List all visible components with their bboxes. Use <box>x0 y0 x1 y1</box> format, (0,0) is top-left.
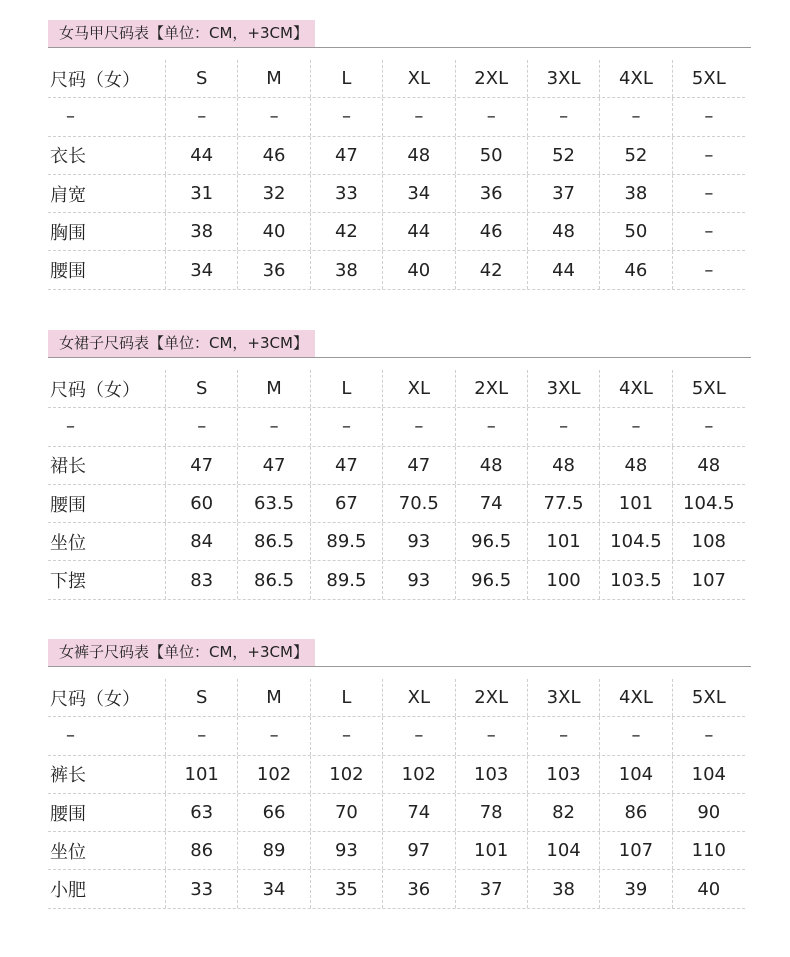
row-label: 腰围 <box>48 251 166 288</box>
placeholder-row <box>48 408 745 446</box>
size-cell: 101 <box>166 756 238 793</box>
size-cell: L <box>311 60 383 97</box>
size-cell: 101 <box>456 832 528 869</box>
size-cell: 104 <box>600 756 672 793</box>
row-label: 尺码（女） <box>48 60 166 97</box>
size-cell: 46 <box>456 213 528 250</box>
size-cell: – <box>704 221 714 243</box>
size-cell: 102 <box>383 756 455 793</box>
size-cell: 37 <box>456 870 528 907</box>
size-cell: 89.5 <box>311 523 383 560</box>
size-cell: – <box>528 98 600 135</box>
size-cell: 40 <box>238 213 310 250</box>
size-cell: 103 <box>456 756 528 793</box>
size-cell: 5XL <box>691 378 726 400</box>
size-cell: 102 <box>238 756 310 793</box>
row-label: 肩宽 <box>48 175 166 212</box>
size-cell: 77.5 <box>528 485 600 522</box>
size-cell: 33 <box>166 870 238 907</box>
size-cell: 39 <box>600 870 672 907</box>
size-cell: – <box>704 144 714 166</box>
size-cell: 102 <box>311 756 383 793</box>
row-label: – <box>48 408 166 445</box>
size-cell: S <box>166 679 238 716</box>
size-cell: 101 <box>528 523 600 560</box>
size-cell: – <box>238 98 310 135</box>
size-cell: 36 <box>238 251 310 288</box>
size-cell: – <box>600 717 672 754</box>
size-cell: L <box>311 679 383 716</box>
size-cell: 48 <box>456 447 528 484</box>
header-row <box>48 60 745 98</box>
size-cell: XL <box>383 679 455 716</box>
size-cell: 38 <box>166 213 238 250</box>
size-cell: – <box>456 408 528 445</box>
size-cell: XL <box>383 370 455 407</box>
size-cell: – <box>528 717 600 754</box>
size-cell: 89 <box>238 832 310 869</box>
size-cell: 107 <box>691 569 726 591</box>
table-row <box>48 523 745 561</box>
table-row <box>48 175 745 213</box>
size-cell: 104 <box>528 832 600 869</box>
size-cell: 67 <box>311 485 383 522</box>
row-label: 坐位 <box>48 523 166 560</box>
size-cell: 107 <box>600 832 672 869</box>
table-row <box>48 213 745 251</box>
table-title: 女马甲尺码表【单位：CM，+3CM】 <box>48 20 315 47</box>
size-cell: – <box>704 183 714 205</box>
size-cell: 52 <box>528 137 600 174</box>
size-cell: – <box>166 98 238 135</box>
size-cell: L <box>311 370 383 407</box>
size-cell: 89.5 <box>311 561 383 598</box>
size-cell: M <box>238 60 310 97</box>
size-cell: 48 <box>528 447 600 484</box>
size-cell: 47 <box>383 447 455 484</box>
size-cell: 47 <box>238 447 310 484</box>
size-cell: 42 <box>456 251 528 288</box>
size-cell: 103 <box>528 756 600 793</box>
size-cell: 66 <box>238 794 310 831</box>
size-cell: 104.5 <box>600 523 672 560</box>
row-label: 胸围 <box>48 213 166 250</box>
size-cell: 78 <box>456 794 528 831</box>
size-cell: 4XL <box>600 679 672 716</box>
size-cell: – <box>383 98 455 135</box>
size-cell: 40 <box>383 251 455 288</box>
pants-size-table <box>48 639 751 902</box>
size-grid <box>48 60 745 290</box>
size-cell: 96.5 <box>456 523 528 560</box>
size-cell: 32 <box>238 175 310 212</box>
size-cell: 104 <box>691 763 726 785</box>
size-cell: 97 <box>383 832 455 869</box>
table-row <box>48 870 745 908</box>
size-cell: 50 <box>456 137 528 174</box>
size-cell: 47 <box>166 447 238 484</box>
size-cell: 5XL <box>691 687 726 709</box>
size-cell: 110 <box>691 840 726 862</box>
size-cell: 93 <box>383 561 455 598</box>
table-row <box>48 251 745 289</box>
size-cell: M <box>238 679 310 716</box>
size-cell: XL <box>383 60 455 97</box>
size-cell: 84 <box>166 523 238 560</box>
size-cell: 37 <box>528 175 600 212</box>
size-cell: – <box>311 408 383 445</box>
size-cell: – <box>528 408 600 445</box>
size-cell: 2XL <box>456 370 528 407</box>
size-cell: – <box>704 259 714 281</box>
size-cell: 101 <box>600 485 672 522</box>
size-cell: 63.5 <box>238 485 310 522</box>
size-cell: – <box>311 717 383 754</box>
size-cell: 35 <box>311 870 383 907</box>
size-cell: 50 <box>600 213 672 250</box>
size-cell: 36 <box>456 175 528 212</box>
size-cell: – <box>383 717 455 754</box>
size-cell: 48 <box>697 454 721 476</box>
table-title: 女裤子尺码表【单位：CM，+3CM】 <box>48 639 315 666</box>
size-cell: 2XL <box>456 679 528 716</box>
size-cell: – <box>238 717 310 754</box>
size-cell: 86 <box>166 832 238 869</box>
row-label: 裙长 <box>48 447 166 484</box>
size-cell: 90 <box>697 802 721 824</box>
size-cell: 40 <box>697 878 721 900</box>
row-label: – <box>48 717 166 754</box>
size-cell: S <box>166 60 238 97</box>
table-row <box>48 832 745 870</box>
table-title-bar <box>48 639 751 667</box>
size-cell: 4XL <box>600 370 672 407</box>
size-cell: – <box>166 717 238 754</box>
row-label: 下摆 <box>48 561 166 598</box>
size-cell: 70 <box>311 794 383 831</box>
size-cell: 34 <box>238 870 310 907</box>
size-cell: 82 <box>528 794 600 831</box>
size-cell: 93 <box>311 832 383 869</box>
size-cell: 86.5 <box>238 523 310 560</box>
size-cell: S <box>166 370 238 407</box>
size-cell: 86.5 <box>238 561 310 598</box>
table-row <box>48 756 745 794</box>
size-cell: 46 <box>238 137 310 174</box>
size-cell: 3XL <box>528 370 600 407</box>
size-cell: 4XL <box>600 60 672 97</box>
size-cell: 38 <box>528 870 600 907</box>
size-grid <box>48 679 745 909</box>
size-cell: 83 <box>166 561 238 598</box>
header-row <box>48 370 745 408</box>
size-cell: 70.5 <box>383 485 455 522</box>
size-cell: 108 <box>691 531 726 553</box>
size-cell: – <box>600 408 672 445</box>
table-row <box>48 137 745 175</box>
table-title-bar <box>48 20 751 48</box>
size-cell: M <box>238 370 310 407</box>
row-label: 小肥 <box>48 870 166 907</box>
table-row <box>48 561 745 599</box>
size-cell: 103.5 <box>600 561 672 598</box>
row-label: 尺码（女） <box>48 679 166 716</box>
size-grid <box>48 370 745 600</box>
size-cell: 60 <box>166 485 238 522</box>
table-row <box>48 485 745 523</box>
row-label: 腰围 <box>48 485 166 522</box>
size-cell: 5XL <box>691 68 726 90</box>
size-cell: – <box>311 98 383 135</box>
size-cell: – <box>704 106 714 128</box>
size-cell: – <box>166 408 238 445</box>
size-cell: – <box>600 98 672 135</box>
size-cell: 44 <box>166 137 238 174</box>
size-cell: 3XL <box>528 679 600 716</box>
size-cell: 44 <box>383 213 455 250</box>
size-cell: 48 <box>383 137 455 174</box>
row-label: 腰围 <box>48 794 166 831</box>
header-row <box>48 679 745 717</box>
size-cell: 44 <box>528 251 600 288</box>
size-cell: 33 <box>311 175 383 212</box>
size-cell: 38 <box>311 251 383 288</box>
size-cell: 63 <box>166 794 238 831</box>
size-cell: 48 <box>600 447 672 484</box>
table-title-bar <box>48 330 751 358</box>
size-cell: 100 <box>528 561 600 598</box>
size-cell: 34 <box>383 175 455 212</box>
row-label: – <box>48 98 166 135</box>
size-cell: 47 <box>311 137 383 174</box>
size-cell: 74 <box>456 485 528 522</box>
size-cell: 38 <box>600 175 672 212</box>
size-cell: 96.5 <box>456 561 528 598</box>
size-cell: 47 <box>311 447 383 484</box>
size-cell: 2XL <box>456 60 528 97</box>
size-cell: 42 <box>311 213 383 250</box>
row-label: 裤长 <box>48 756 166 793</box>
size-cell: 3XL <box>528 60 600 97</box>
size-cell: – <box>456 717 528 754</box>
size-cell: – <box>704 725 714 747</box>
row-label: 衣长 <box>48 137 166 174</box>
size-cell: – <box>456 98 528 135</box>
size-cell: 46 <box>600 251 672 288</box>
size-cell: – <box>383 408 455 445</box>
size-cell: 52 <box>600 137 672 174</box>
placeholder-row <box>48 98 745 136</box>
skirt-size-table <box>48 330 751 593</box>
size-cell: – <box>704 416 714 438</box>
table-title: 女裙子尺码表【单位：CM，+3CM】 <box>48 330 315 357</box>
size-cell: 34 <box>166 251 238 288</box>
row-label: 尺码（女） <box>48 370 166 407</box>
size-cell: 74 <box>383 794 455 831</box>
row-label: 坐位 <box>48 832 166 869</box>
table-row <box>48 794 745 832</box>
size-cell: 31 <box>166 175 238 212</box>
size-cell: 104.5 <box>683 493 735 515</box>
vest-size-table <box>48 20 751 283</box>
size-cell: 93 <box>383 523 455 560</box>
table-row <box>48 447 745 485</box>
size-cell: 48 <box>528 213 600 250</box>
size-cell: 86 <box>600 794 672 831</box>
size-cell: 36 <box>383 870 455 907</box>
placeholder-row <box>48 717 745 755</box>
size-cell: – <box>238 408 310 445</box>
